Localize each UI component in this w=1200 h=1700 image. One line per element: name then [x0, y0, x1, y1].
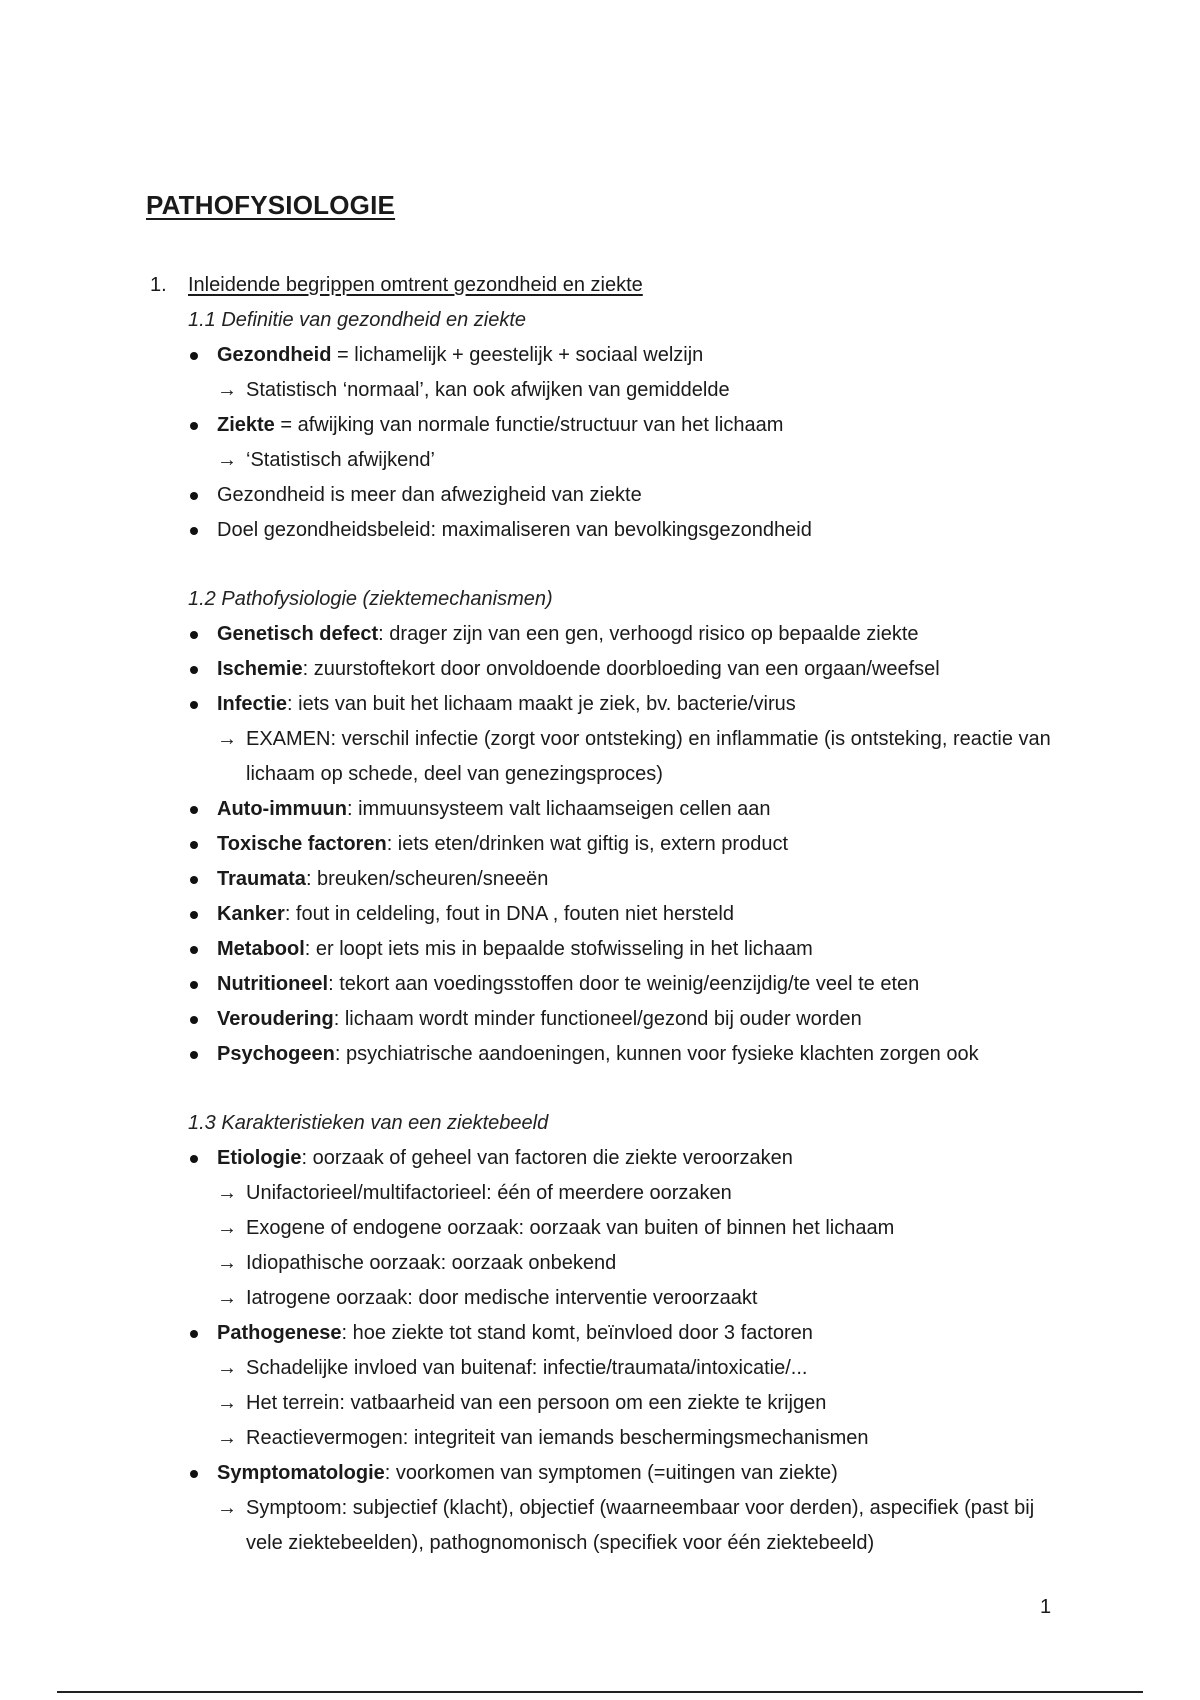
sub-point	[217, 443, 1070, 478]
term-label: Traumata	[217, 868, 306, 890]
list-item	[188, 897, 1070, 932]
term-label: Veroudering	[217, 1008, 334, 1030]
term-label: Toxische factoren	[217, 833, 387, 855]
subsection-title: 1.2 Pathofysiologie (ziektemechanismen)	[188, 588, 553, 610]
list-item	[188, 932, 1070, 967]
bullet-list	[188, 338, 1070, 548]
list-item	[188, 478, 1070, 513]
item-text: : drager zijn van een gen, verhoogd risico op bepaalde ziekte	[378, 623, 919, 645]
sub-point	[217, 1281, 1070, 1316]
arrow-right-icon: →	[217, 1427, 237, 1449]
term-label: Ischemie	[217, 658, 303, 680]
sub-point-text: Iatrogene oorzaak: door medische interventie veroorzaakt	[246, 1287, 758, 1309]
arrow-right-icon: →	[217, 449, 237, 471]
arrow-right-icon: →	[217, 1497, 237, 1519]
arrow-right-icon: →	[217, 1182, 237, 1204]
term-label: Nutritioneel	[217, 973, 329, 995]
sub-point	[217, 1246, 1070, 1281]
item-text: : zuurstoftekort door onvoldoende doorbloeding van een orgaan/weefsel	[302, 658, 940, 680]
item-text: : hoe ziekte tot stand komt, beïnvloed door 3 factoren	[341, 1322, 813, 1344]
item-text: : fout in celdeling, fout in DNA , fouten niet hersteld	[284, 903, 734, 925]
list-item	[188, 652, 1070, 687]
item-text: : immuunsysteem valt lichaamseigen cellen aan	[346, 798, 771, 820]
sub-point	[217, 373, 1070, 408]
term-label: Gezondheid	[217, 344, 332, 366]
bullet-list	[188, 1141, 1070, 1561]
document-title: PATHOFYSIOLOGIE	[146, 190, 396, 220]
sub-point	[217, 1211, 1070, 1246]
list-item	[188, 967, 1070, 1002]
term-label: Genetisch defect	[217, 623, 379, 645]
sub-point	[217, 1351, 1070, 1386]
item-text: = afwijking van normale functie/structuur van het lichaam	[274, 414, 784, 436]
term-label: Symptomatologie	[217, 1462, 385, 1484]
sub-point-text: Statistisch ‘normaal’, kan ook afwijken van gemiddelde	[246, 379, 730, 401]
arrow-right-icon: →	[217, 379, 237, 401]
list-item	[188, 1037, 1070, 1072]
list-item	[188, 338, 1070, 408]
section-spacer	[188, 548, 1070, 582]
subsection-title: 1.1 Definitie van gezondheid en ziekte	[188, 309, 527, 331]
item-text: : lichaam wordt minder functioneel/gezond bij ouder worden	[333, 1008, 862, 1030]
list-item	[188, 513, 1070, 548]
term-label: Ziekte	[217, 414, 275, 436]
section-1	[150, 268, 1070, 1561]
section-title: Inleidende begrippen omtrent gezondheid en ziekte	[188, 274, 643, 296]
sub-point	[217, 1421, 1070, 1456]
term-label: Metabool	[217, 938, 305, 960]
item-text: : psychiatrische aandoeningen, kunnen voor fysieke klachten zorgen ook	[334, 1043, 979, 1065]
sub-point-text: Reactievermogen: integriteit van iemands beschermingsmechanismen	[246, 1427, 869, 1449]
page-number: 1	[1040, 1596, 1052, 1618]
list-item	[188, 687, 1070, 792]
list-item	[188, 408, 1070, 478]
sub-point-text: Symptoom: subjectief (klacht), objectief (waarneembaar voor derden), aspecifiek (past bij vele ziektebeelden), pathognomonisch (specifiek voor één ziektebeeld)	[246, 1497, 1035, 1554]
section-spacer	[188, 1072, 1070, 1106]
sub-point-text: Schadelijke invloed van buitenaf: infectie/traumata/intoxicatie/...	[246, 1357, 808, 1379]
bullet-list	[188, 617, 1070, 1072]
sub-point	[217, 722, 1070, 792]
sub-point	[217, 1491, 1070, 1561]
arrow-right-icon: →	[217, 1287, 237, 1309]
arrow-right-icon: →	[217, 728, 237, 750]
sub-point-text: Unifactorieel/multifactorieel: één of meerdere oorzaken	[246, 1182, 732, 1204]
list-item	[188, 792, 1070, 827]
list-item	[188, 827, 1070, 862]
list-item	[188, 1456, 1070, 1561]
sub-point	[217, 1176, 1070, 1211]
item-text: : voorkomen van symptomen (=uitingen van ziekte)	[384, 1462, 838, 1484]
term-label: Etiologie	[217, 1147, 302, 1169]
arrow-right-icon: →	[217, 1392, 237, 1414]
list-item	[188, 617, 1070, 652]
sub-point-text: ‘Statistisch afwijkend’	[246, 449, 435, 471]
section-heading	[150, 268, 1070, 303]
term-label: Kanker	[217, 903, 285, 925]
term-label: Auto-immuun	[217, 798, 347, 820]
term-label: Psychogeen	[217, 1043, 335, 1065]
subsections-container	[188, 303, 1070, 1561]
sub-point-text: Idiopathische oorzaak: oorzaak onbekend	[246, 1252, 617, 1274]
item-text: : er loopt iets mis in bepaalde stofwisseling in het lichaam	[304, 938, 813, 960]
item-text: = lichamelijk + geestelijk + sociaal welzijn	[331, 344, 704, 366]
item-text: Doel gezondheidsbeleid: maximaliseren van bevolkingsgezondheid	[217, 519, 812, 541]
arrow-right-icon: →	[217, 1217, 237, 1239]
item-text: : iets eten/drinken wat giftig is, extern product	[386, 833, 789, 855]
arrow-right-icon: →	[217, 1252, 237, 1274]
section-number: 1.	[150, 274, 167, 296]
item-text: : breuken/scheuren/sneeën	[305, 868, 549, 890]
sub-point-text: Het terrein: vatbaarheid van een persoon om een ziekte te krijgen	[246, 1392, 827, 1414]
term-label: Pathogenese	[217, 1322, 342, 1344]
arrow-right-icon: →	[217, 1357, 237, 1379]
list-item	[188, 1002, 1070, 1037]
term-label: Infectie	[217, 693, 288, 715]
sub-point-text: Exogene of endogene oorzaak: oorzaak van buiten of binnen het lichaam	[246, 1217, 895, 1239]
item-text: : tekort aan voedingsstoffen door te weinig/eenzijdig/te veel te eten	[328, 973, 920, 995]
subsection-title: 1.3 Karakteristieken van een ziektebeeld	[188, 1112, 549, 1134]
item-text: Gezondheid is meer dan afwezigheid van ziekte	[217, 484, 642, 506]
footer-divider	[57, 1691, 1143, 1693]
sub-point	[217, 1386, 1070, 1421]
item-text: : oorzaak of geheel van factoren die ziekte veroorzaken	[301, 1147, 793, 1169]
list-item	[188, 1316, 1070, 1456]
item-text: : iets van buit het lichaam maakt je ziek, bv. bacterie/virus	[287, 693, 796, 715]
sub-point-text: EXAMEN: verschil infectie (zorgt voor ontsteking) en inflammatie (is ontsteking, reactie van lichaam op schede, deel van genezingsproces)	[246, 728, 1051, 785]
list-item	[188, 1141, 1070, 1316]
list-item	[188, 862, 1070, 897]
